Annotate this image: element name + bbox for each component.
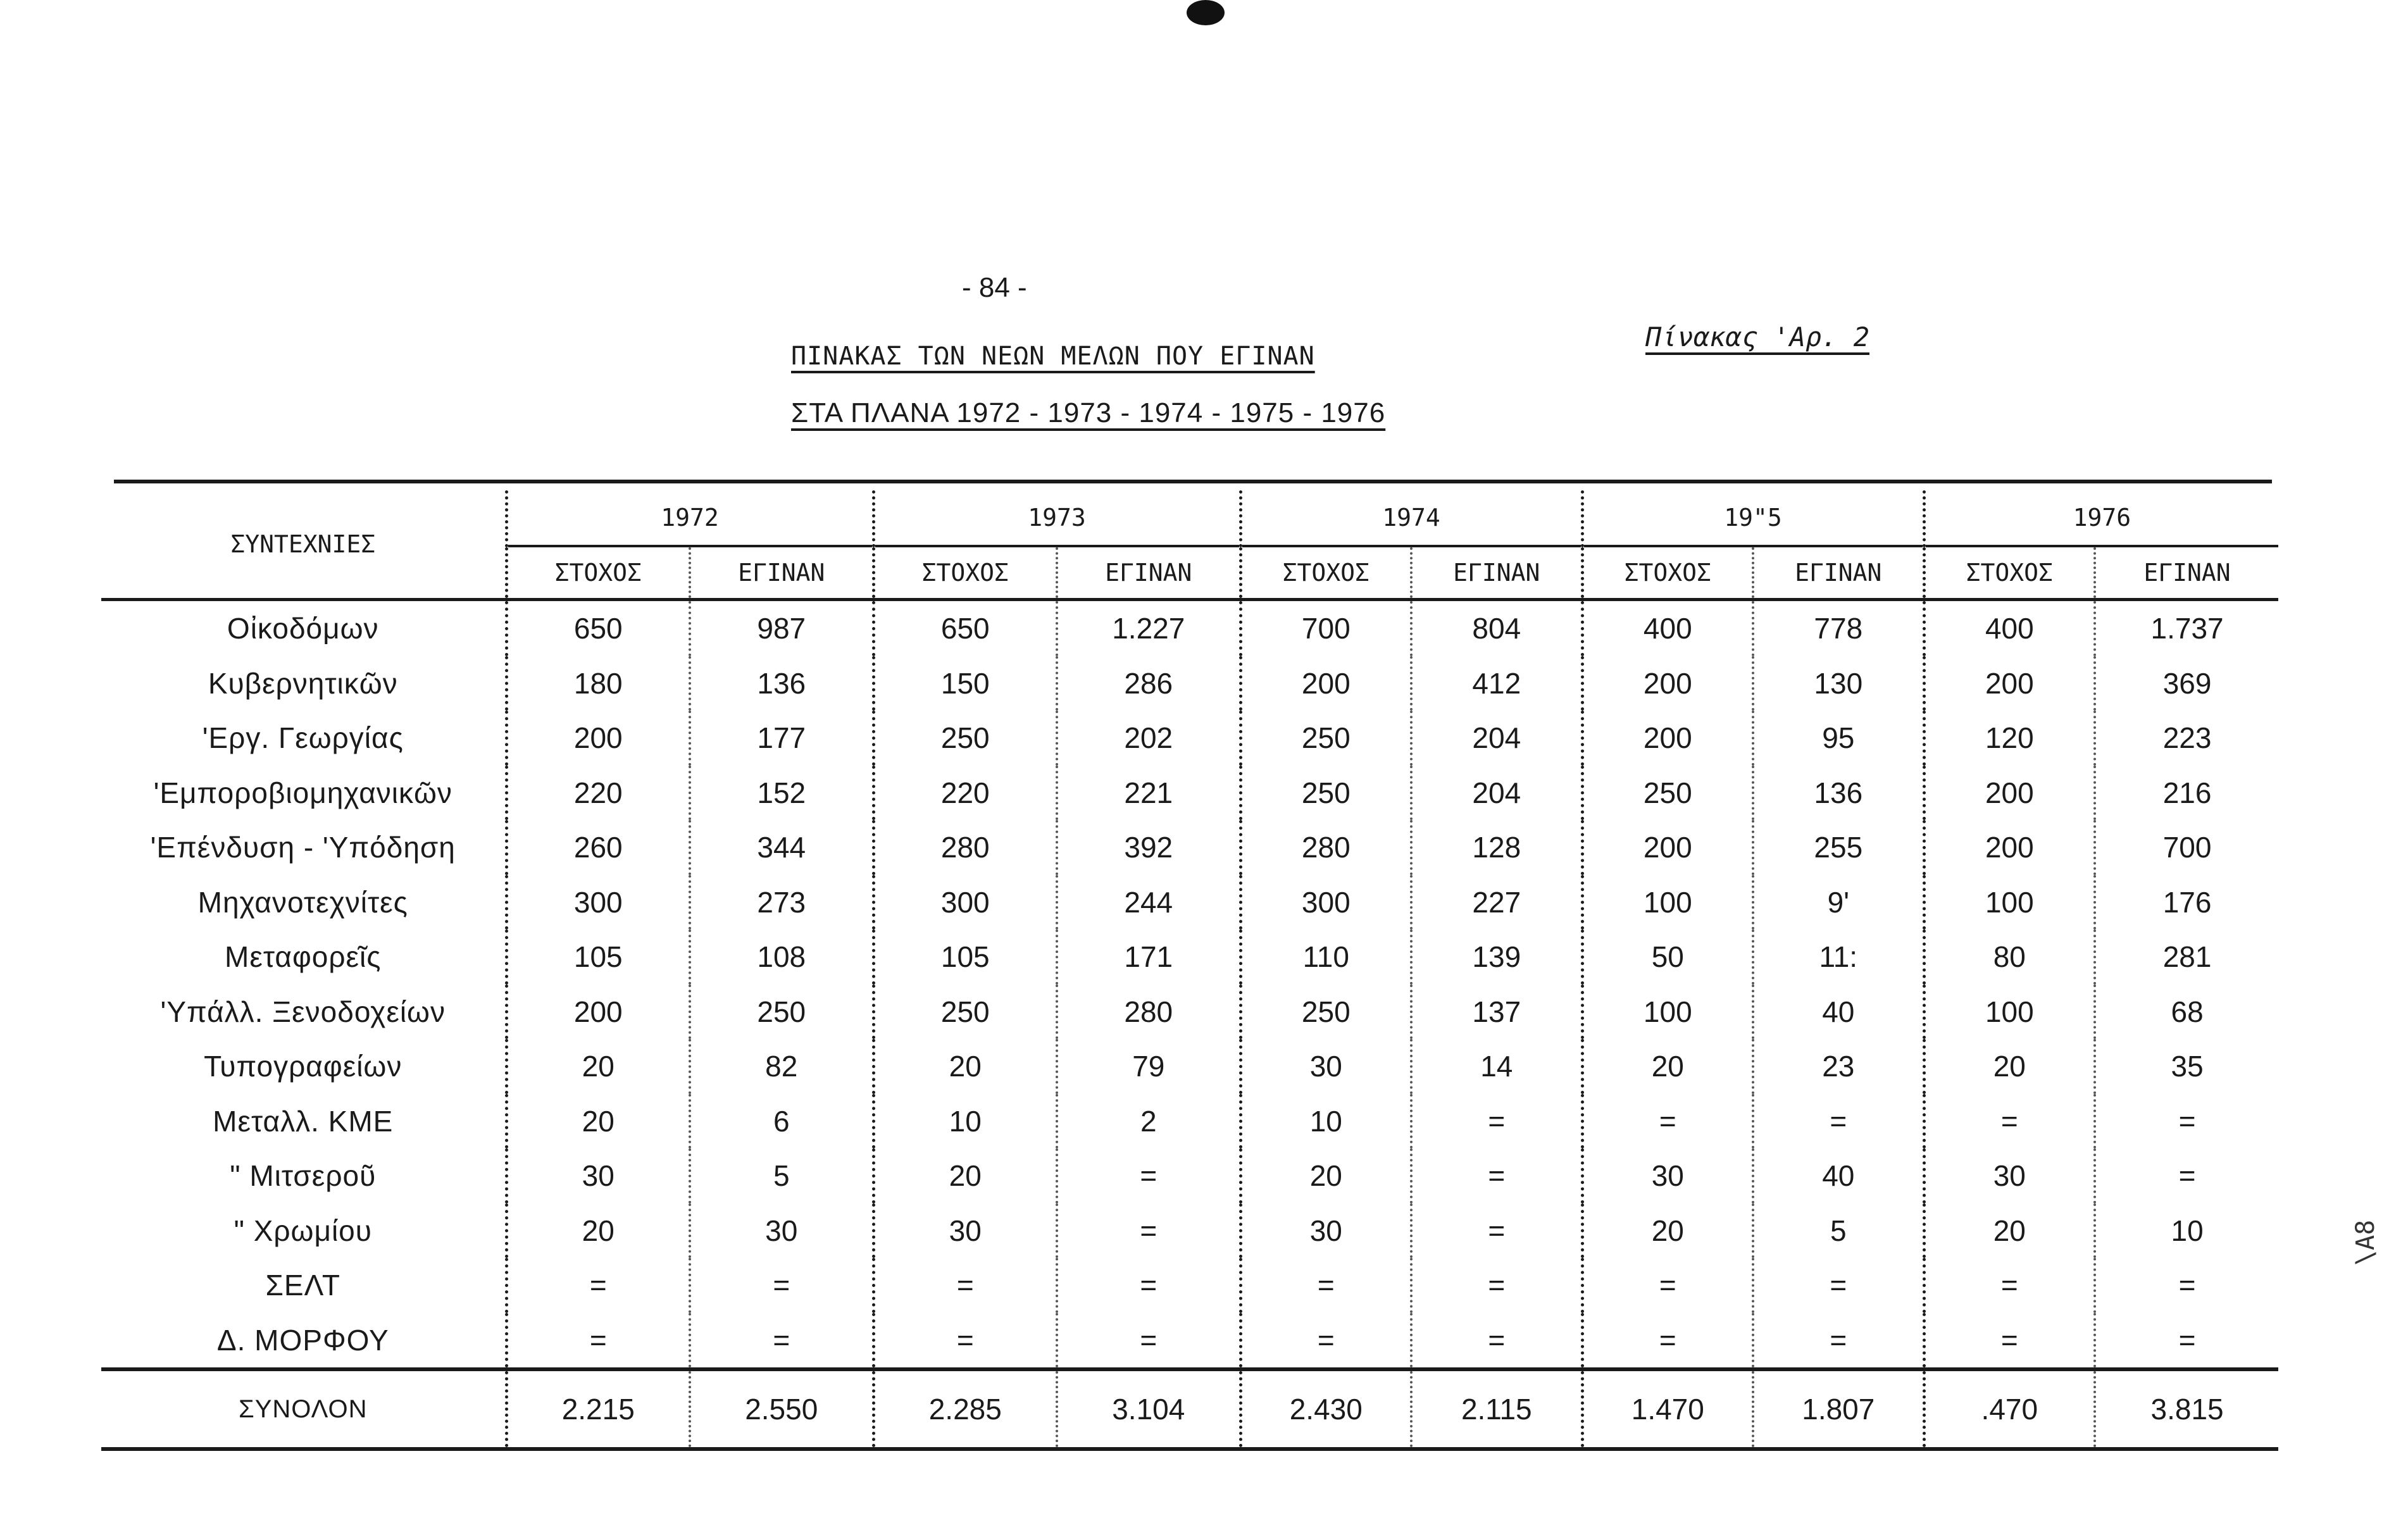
achieved-cell: 128 — [1411, 820, 1582, 875]
achieved-cell: 250 — [690, 985, 873, 1040]
target-cell: 250 — [1582, 766, 1753, 821]
members-table — [101, 490, 2278, 1451]
target-cell: 50 — [1582, 930, 1753, 985]
achieved-cell: 30 — [690, 1203, 873, 1259]
achieved-cell: 2 — [1057, 1094, 1240, 1149]
achieved-cell: 108 — [690, 930, 873, 985]
trade-name: 'Επένδυση - 'Υπόδηση — [150, 831, 456, 864]
target-cell: 30 — [506, 1148, 690, 1203]
achieved-cell: 130 — [1753, 656, 1924, 711]
table-row — [101, 1094, 2278, 1149]
blot-top — [1187, 0, 1225, 25]
achieved-cell: 700 — [2095, 820, 2278, 875]
target-cell: 120 — [1924, 711, 2095, 766]
target-cell: 20 — [1924, 1203, 2095, 1259]
achieved-cell: 1.227 — [1057, 600, 1240, 656]
total-cell: 2.550 — [690, 1369, 873, 1449]
target-cell: = — [1582, 1094, 1753, 1149]
achieved-cell: 273 — [690, 875, 873, 930]
achieved-cell: 223 — [2095, 711, 2278, 766]
achieved-cell: 202 — [1057, 711, 1240, 766]
achieved-cell: 227 — [1411, 875, 1582, 930]
target-cell: 200 — [1924, 766, 2095, 821]
target-cell: 150 — [873, 656, 1057, 711]
achieved-cell: = — [2095, 1094, 2278, 1149]
target-cell: 200 — [1240, 656, 1411, 711]
achieved-cell: 23 — [1753, 1039, 1924, 1094]
target-cell: = — [506, 1258, 690, 1313]
trade-name: 'Υπάλλ. Ξενοδοχείων — [160, 995, 446, 1028]
target-cell: 250 — [873, 985, 1057, 1040]
target-cell: 20 — [1582, 1203, 1753, 1259]
target-cell: 280 — [1240, 820, 1411, 875]
trade-name: Τυπογραφείων — [204, 1050, 402, 1083]
target-cell: 400 — [1924, 600, 2095, 656]
target-cell: 20 — [873, 1148, 1057, 1203]
year-header: 1976 — [1924, 490, 2278, 546]
target-cell: 700 — [1240, 600, 1411, 656]
target-cell: 300 — [1240, 875, 1411, 930]
target-cell: 260 — [506, 820, 690, 875]
target-header: ΣΤΟΧΟΣ — [1582, 546, 1753, 600]
target-cell: 30 — [1924, 1148, 2095, 1203]
total-cell: 2.215 — [506, 1369, 690, 1449]
achieved-cell: = — [1411, 1203, 1582, 1259]
target-header: ΣΤΟΧΟΣ — [873, 546, 1057, 600]
target-cell: 20 — [873, 1039, 1057, 1094]
achieved-cell: 344 — [690, 820, 873, 875]
table-row — [101, 656, 2278, 711]
trade-name: " Μιτσεροῦ — [230, 1159, 377, 1193]
total-cell: 1.807 — [1753, 1369, 1924, 1449]
page-number: - 84 - — [962, 272, 1027, 303]
achieved-header: ΕΓΙΝΑΝ — [1753, 546, 1924, 600]
target-cell: 250 — [1240, 711, 1411, 766]
target-cell: 220 — [506, 766, 690, 821]
achieved-cell: = — [2095, 1258, 2278, 1313]
achieved-cell: 204 — [1411, 711, 1582, 766]
target-cell: 10 — [873, 1094, 1057, 1149]
achieved-cell: 79 — [1057, 1039, 1240, 1094]
table-row — [101, 766, 2278, 821]
achieved-cell: = — [1411, 1148, 1582, 1203]
target-cell: 200 — [1582, 820, 1753, 875]
achieved-cell: 280 — [1057, 985, 1240, 1040]
achieved-cell: = — [1753, 1258, 1924, 1313]
margin-note: \Α8 — [2351, 1219, 2380, 1266]
target-cell: 30 — [1240, 1039, 1411, 1094]
total-cell: 3.104 — [1057, 1369, 1240, 1449]
target-cell: = — [873, 1258, 1057, 1313]
table-number-label: Πίνακας 'Αρ. 2 — [1645, 321, 1870, 352]
achieved-cell: 5 — [690, 1148, 873, 1203]
achieved-header: ΕΓΙΝΑΝ — [690, 546, 873, 600]
achieved-cell: 286 — [1057, 656, 1240, 711]
achieved-cell: 95 — [1753, 711, 1924, 766]
total-cell: 3.815 — [2095, 1369, 2278, 1449]
achieved-cell: = — [1753, 1094, 1924, 1149]
target-cell: 100 — [1582, 875, 1753, 930]
top-rule — [114, 480, 2272, 483]
achieved-cell: = — [1057, 1313, 1240, 1370]
table-row — [101, 1313, 2278, 1370]
table-row — [101, 1039, 2278, 1094]
table-row — [101, 1258, 2278, 1313]
year-header: 1972 — [506, 490, 873, 546]
target-cell: 250 — [1240, 985, 1411, 1040]
trade-name: Κυβερνητικῶν — [208, 666, 398, 700]
target-cell: 80 — [1924, 930, 2095, 985]
achieved-cell: 68 — [2095, 985, 2278, 1040]
target-cell: 180 — [506, 656, 690, 711]
target-cell: 30 — [1582, 1148, 1753, 1203]
table-body — [101, 600, 2278, 1370]
target-cell: 280 — [873, 820, 1057, 875]
target-cell: 300 — [873, 875, 1057, 930]
achieved-cell: = — [690, 1258, 873, 1313]
trade-name: ΣΕΛΤ — [265, 1269, 341, 1302]
target-cell: 30 — [873, 1203, 1057, 1259]
achieved-cell: 221 — [1057, 766, 1240, 821]
target-cell: 100 — [1582, 985, 1753, 1040]
target-cell: 20 — [1582, 1039, 1753, 1094]
target-cell: 30 — [1240, 1203, 1411, 1259]
achieved-cell: = — [1411, 1258, 1582, 1313]
target-cell: 110 — [1240, 930, 1411, 985]
trade-name: 'Εργ. Γεωργίας — [202, 721, 404, 755]
achieved-cell: 244 — [1057, 875, 1240, 930]
total-cell: 2.285 — [873, 1369, 1057, 1449]
target-cell: = — [506, 1313, 690, 1370]
achieved-cell: 35 — [2095, 1039, 2278, 1094]
achieved-cell: 412 — [1411, 656, 1582, 711]
target-cell: 200 — [1582, 711, 1753, 766]
achieved-cell: 778 — [1753, 600, 1924, 656]
achieved-cell: 177 — [690, 711, 873, 766]
achieved-cell: 6 — [690, 1094, 873, 1149]
total-cell: 2.115 — [1411, 1369, 1582, 1449]
trade-name: " Χρωμίου — [234, 1214, 372, 1247]
target-cell: 200 — [1924, 820, 2095, 875]
target-cell: 20 — [506, 1094, 690, 1149]
target-cell: 650 — [873, 600, 1057, 656]
target-cell: = — [1240, 1313, 1411, 1370]
achieved-cell: = — [1411, 1313, 1582, 1370]
achieved-cell: = — [2095, 1148, 2278, 1203]
table-row — [101, 600, 2278, 656]
target-cell: 100 — [1924, 875, 2095, 930]
target-cell: 200 — [1582, 656, 1753, 711]
achieved-cell: = — [1057, 1148, 1240, 1203]
table-row — [101, 1148, 2278, 1203]
trade-name: Οἰκοδόμων — [227, 612, 379, 645]
achieved-header: ΕΓΙΝΑΝ — [2095, 546, 2278, 600]
target-header: ΣΤΟΧΟΣ — [506, 546, 690, 600]
year-header: 19"5 — [1582, 490, 1924, 546]
achieved-cell: 255 — [1753, 820, 1924, 875]
achieved-cell: 804 — [1411, 600, 1582, 656]
trade-name: Μεταλλ. ΚΜΕ — [213, 1104, 394, 1138]
table-row — [101, 875, 2278, 930]
table-title-line-2: ΣΤΑ ΠΛΑΝΑ 1972 - 1973 - 1974 - 1975 - 1976 — [791, 397, 1386, 428]
trade-name: Μεταφορεῖς — [225, 940, 382, 974]
achieved-cell: 137 — [1411, 985, 1582, 1040]
trade-name: Δ. ΜΟΡΦΟΥ — [216, 1323, 389, 1357]
achieved-cell: 40 — [1753, 985, 1924, 1040]
target-cell: 250 — [873, 711, 1057, 766]
target-cell: 650 — [506, 600, 690, 656]
achieved-cell: 14 — [1411, 1039, 1582, 1094]
target-cell: 20 — [1924, 1039, 2095, 1094]
target-cell: 105 — [873, 930, 1057, 985]
achieved-cell: 171 — [1057, 930, 1240, 985]
achieved-cell: 136 — [690, 656, 873, 711]
target-cell: 20 — [1240, 1148, 1411, 1203]
achieved-cell: = — [2095, 1313, 2278, 1370]
achieved-header: ΕΓΙΝΑΝ — [1411, 546, 1582, 600]
achieved-cell: 136 — [1753, 766, 1924, 821]
target-cell: 250 — [1240, 766, 1411, 821]
trade-name: 'Εμποροβιομηχανικῶν — [153, 776, 452, 809]
target-header: ΣΤΟΧΟΣ — [1240, 546, 1411, 600]
target-cell: 10 — [1240, 1094, 1411, 1149]
total-cell: .470 — [1924, 1369, 2095, 1449]
achieved-cell: 987 — [690, 600, 873, 656]
achieved-cell: 281 — [2095, 930, 2278, 985]
achieved-cell: 139 — [1411, 930, 1582, 985]
column-header-trades: ΣΥΝΤΕΧΝΙΕΣ — [101, 490, 506, 600]
target-cell: 300 — [506, 875, 690, 930]
achieved-cell: 10 — [2095, 1203, 2278, 1259]
achieved-cell: 11: — [1753, 930, 1924, 985]
target-header: ΣΤΟΧΟΣ — [1924, 546, 2095, 600]
achieved-cell: 5 — [1753, 1203, 1924, 1259]
total-label: ΣΥΝΟΛΟΝ — [238, 1395, 368, 1423]
total-cell: 2.430 — [1240, 1369, 1411, 1449]
target-cell: = — [873, 1313, 1057, 1370]
table-row — [101, 985, 2278, 1040]
year-header: 1973 — [873, 490, 1240, 546]
achieved-cell: 369 — [2095, 656, 2278, 711]
target-cell: = — [1924, 1094, 2095, 1149]
achieved-cell: 82 — [690, 1039, 873, 1094]
target-cell: 200 — [506, 711, 690, 766]
achieved-cell: 1.737 — [2095, 600, 2278, 656]
target-cell: = — [1924, 1313, 2095, 1370]
year-header: 1974 — [1240, 490, 1582, 546]
trade-name: Μηχανοτεχνίτες — [197, 885, 408, 919]
achieved-cell: = — [1411, 1094, 1582, 1149]
achieved-cell: 152 — [690, 766, 873, 821]
table-row — [101, 820, 2278, 875]
table-title-line-1: ΠΙΝΑΚΑΣ ΤΩΝ ΝΕΩΝ ΜΕΛΩΝ ΠΟΥ ΕΓΙΝΑΝ — [791, 342, 1315, 371]
target-cell: 220 — [873, 766, 1057, 821]
achieved-cell: = — [1753, 1313, 1924, 1370]
achieved-cell: 176 — [2095, 875, 2278, 930]
achieved-cell: 9' — [1753, 875, 1924, 930]
target-cell: = — [1924, 1258, 2095, 1313]
achieved-header: ΕΓΙΝΑΝ — [1057, 546, 1240, 600]
target-cell: 200 — [506, 985, 690, 1040]
achieved-cell: 392 — [1057, 820, 1240, 875]
target-cell: 100 — [1924, 985, 2095, 1040]
target-cell: = — [1582, 1313, 1753, 1370]
target-cell: 200 — [1924, 656, 2095, 711]
target-cell: 20 — [506, 1203, 690, 1259]
achieved-cell: = — [1057, 1258, 1240, 1313]
total-row — [101, 1369, 2278, 1449]
table-row — [101, 711, 2278, 766]
achieved-cell: 216 — [2095, 766, 2278, 821]
achieved-cell: = — [1057, 1203, 1240, 1259]
total-cell: 1.470 — [1582, 1369, 1753, 1449]
target-cell: 20 — [506, 1039, 690, 1094]
achieved-cell: 40 — [1753, 1148, 1924, 1203]
table-row — [101, 1203, 2278, 1259]
target-cell: 400 — [1582, 600, 1753, 656]
achieved-cell: 204 — [1411, 766, 1582, 821]
target-cell: 105 — [506, 930, 690, 985]
target-cell: = — [1240, 1258, 1411, 1313]
achieved-cell: = — [690, 1313, 873, 1370]
table-row — [101, 930, 2278, 985]
target-cell: = — [1582, 1258, 1753, 1313]
